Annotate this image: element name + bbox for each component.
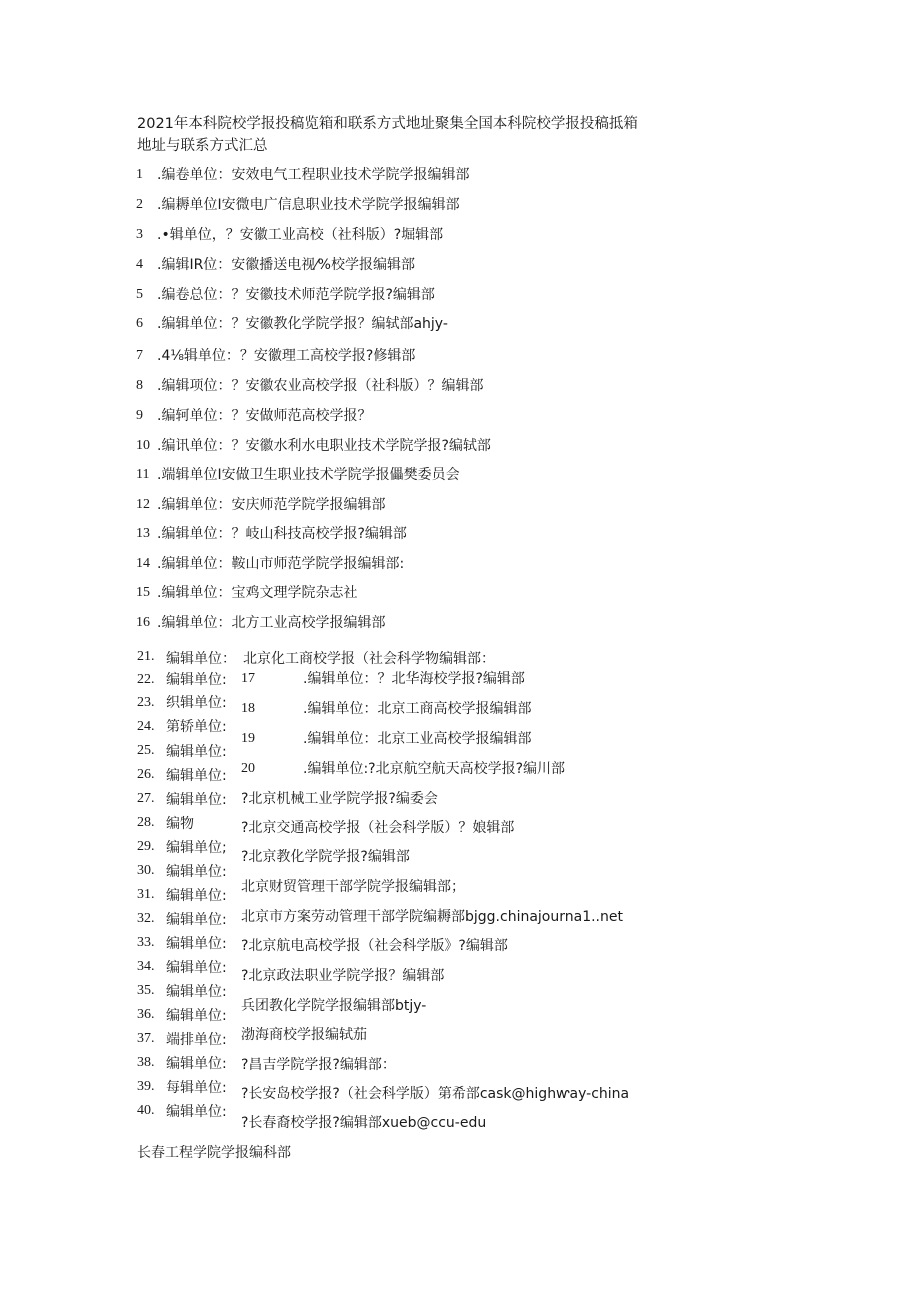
list-item-label: 编辑单位: [166, 912, 227, 928]
list-item-number: 22. [137, 672, 155, 687]
list-item-text: .4⅛辑单位：？安徽理工高校学报?修辑部 [157, 348, 416, 364]
list-item-text: ?长安岛校学报?（社会科学版）第希部cask@highⱳay-china [241, 1086, 630, 1102]
list-item-number: 37. [137, 1031, 155, 1046]
list-item-number: 33. [137, 935, 155, 950]
list-item-label: 编辑单位: [166, 864, 227, 880]
list-item-number: 38. [137, 1055, 155, 1070]
list-item-text: 渤海商校学报编轼茄 [241, 1027, 367, 1043]
list-item-number: 1 [136, 167, 143, 182]
list-item-text: ?北京机械工业学院学报?编委会 [241, 791, 438, 807]
list-item-number: 10 [136, 438, 150, 453]
list-item-number: 3 [136, 227, 143, 242]
list-item-text: ?长春裔校学报?编辑部xueb@ccu-edu [241, 1115, 487, 1131]
list-item-label: 编辑单位; [166, 840, 227, 856]
list-item-text: .端辑单位I安做卫生职业技术学院学报儡樊委员会 [157, 467, 460, 483]
list-item-number: 18 [241, 701, 255, 716]
document-title-line-1: 2021年本科院校学报投稿览箱和联系方式地址聚集全国本科院校学报投稿抵箱 [137, 116, 638, 132]
list-item-number: 32. [137, 911, 155, 926]
list-item-label: 编辑单位: [166, 1104, 227, 1120]
list-item-text: .编辑IR位：安徽播送电视⁄%校学报编辑部 [157, 257, 415, 273]
list-item-label: 第轿单位: [166, 719, 227, 735]
list-item-text: .编卷总位：？安徽技术师范学院学报?编辑部 [157, 287, 435, 303]
list-item-text: .编辑单位：鞍山市师范学院学报编辑部: [157, 556, 405, 572]
list-item-number: 5 [136, 287, 143, 302]
list-item-number: 36. [137, 1007, 155, 1022]
list-item-label: 织辑单位: [166, 695, 227, 711]
list-item-text: .编耨单位I安微电广信息职业技术学院学报编辑部 [157, 197, 460, 213]
list-item-text: .编卷单位：安效电气工程职业技术学院学报编辑部 [157, 167, 470, 183]
list-item-number: 20 [241, 761, 255, 776]
list-item-label: 编辑单位: [166, 936, 227, 952]
list-item-text: .编辑单位：宝鸡文理学院杂志社 [157, 585, 358, 601]
list-item-label: 编辑单位: [166, 744, 227, 760]
list-item-number: 35. [137, 983, 155, 998]
list-item-text: 北京市方案劳动管理干部学院编耨部bjgg.chinajourna1..net [241, 909, 623, 925]
list-item-number: 19 [241, 731, 255, 746]
list-item-number: 17 [241, 671, 255, 686]
list-item-label: 编辑单位： [166, 651, 236, 667]
list-item-label: 编辑单位: [166, 984, 227, 1000]
list-item-label: 端排单位: [166, 1032, 227, 1048]
list-item-text: .•辑单位，？安徽工业高校（社科版）?堀辑部 [157, 227, 444, 243]
list-item-label: 编物 [166, 816, 194, 832]
list-item-text: .编辑单位：北京工业高校学报编辑部 [303, 731, 532, 747]
list-item-number: 21. [137, 649, 155, 664]
list-item-number: 34. [137, 959, 155, 974]
list-item-label: 编辑单位: [166, 672, 227, 688]
list-item-number: 4 [136, 257, 143, 272]
list-item-number: 24. [137, 719, 155, 734]
list-item-number: 25. [137, 743, 155, 758]
list-item-label: 编辑单位: [166, 888, 227, 904]
list-item-number: 2 [136, 197, 143, 212]
list-item-number: 39. [137, 1079, 155, 1094]
list-item-label: 每辑单位: [166, 1080, 227, 1096]
list-item-number: 23. [137, 695, 155, 710]
list-item-number: 12 [136, 497, 150, 512]
list-item-number: 13 [136, 526, 150, 541]
list-item-number: 27. [137, 791, 155, 806]
list-item-text: ?北京交通高校学报（社会科学版）？娘辑部 [241, 820, 515, 836]
document-title-line-2: 地址与联系方式汇总 [137, 138, 268, 154]
list-item-number: 14 [136, 556, 150, 571]
list-item-text: ?北京政法职业学院学报？编辑部 [241, 968, 445, 984]
list-item-text: .编辑单位：北京工商高校学报编辑部 [303, 701, 532, 717]
list-item-number: 28. [137, 815, 155, 830]
list-item-number: 7 [136, 348, 143, 363]
list-item-number: 26. [137, 767, 155, 782]
list-item-number: 11 [136, 467, 150, 482]
list-item-text: ?北京教化学院学报?编辑部 [241, 849, 410, 865]
list-item-label: 编辑单位: [166, 1008, 227, 1024]
list-item-text: 北京化工商校学报（社会科学物编辑部： [243, 651, 495, 667]
footer-text: 长春工程学院学报编科部 [137, 1145, 291, 1161]
list-item-text: .编辑单位：？岐山科技高校学报?编辑部 [157, 526, 407, 542]
list-item-number: 6 [136, 316, 143, 331]
list-item-text: .编辑单位：？安徽教化学院学报？编轼部ahjy- [157, 316, 448, 332]
list-item-number: 29. [137, 839, 155, 854]
list-item-text: .编辑项位：？安徽农业高校学报（社科版）？编辑部 [157, 378, 484, 394]
list-item-text: .编辑单位：安庆师范学院学报编辑部 [157, 497, 386, 513]
list-item-label: 编辑单位: [166, 792, 227, 808]
list-item-number: 16 [136, 615, 150, 630]
list-item-text: .编讯单位：？安徽水利水电职业技术学院学报?编轼部 [157, 438, 491, 454]
list-item-text: .编辑单位：北方工业高校学报编辑部 [157, 615, 386, 631]
list-item-label: 编辑单位: [166, 768, 227, 784]
list-item-label: 编辑单位: [166, 1056, 227, 1072]
list-item-text: .编辑单位：？北华海校学报?编辑部 [303, 671, 525, 687]
list-item-text: .编轲单位：？安做师范高校学报？ [157, 408, 372, 424]
list-item-number: 15 [136, 585, 150, 600]
list-item-number: 40. [137, 1103, 155, 1118]
list-item-text: .编辑单位:?北京航空航天高校学报?编川部 [303, 761, 566, 777]
list-item-text: 北京财贸管理干部学院学报编辑部； [241, 879, 465, 895]
list-item-label: 编辑单位: [166, 960, 227, 976]
list-item-number: 9 [136, 408, 143, 423]
list-item-text: 兵团教化学院学报编辑部btjy- [241, 998, 427, 1014]
list-item-number: 8 [136, 378, 143, 393]
list-item-text: ?北京航电高校学报（社会科学版》?编辑部 [241, 938, 508, 954]
list-item-number: 30. [137, 863, 155, 878]
list-item-text: ?昌吉学院学报?编辑部： [241, 1057, 396, 1073]
list-item-number: 31. [137, 887, 155, 902]
